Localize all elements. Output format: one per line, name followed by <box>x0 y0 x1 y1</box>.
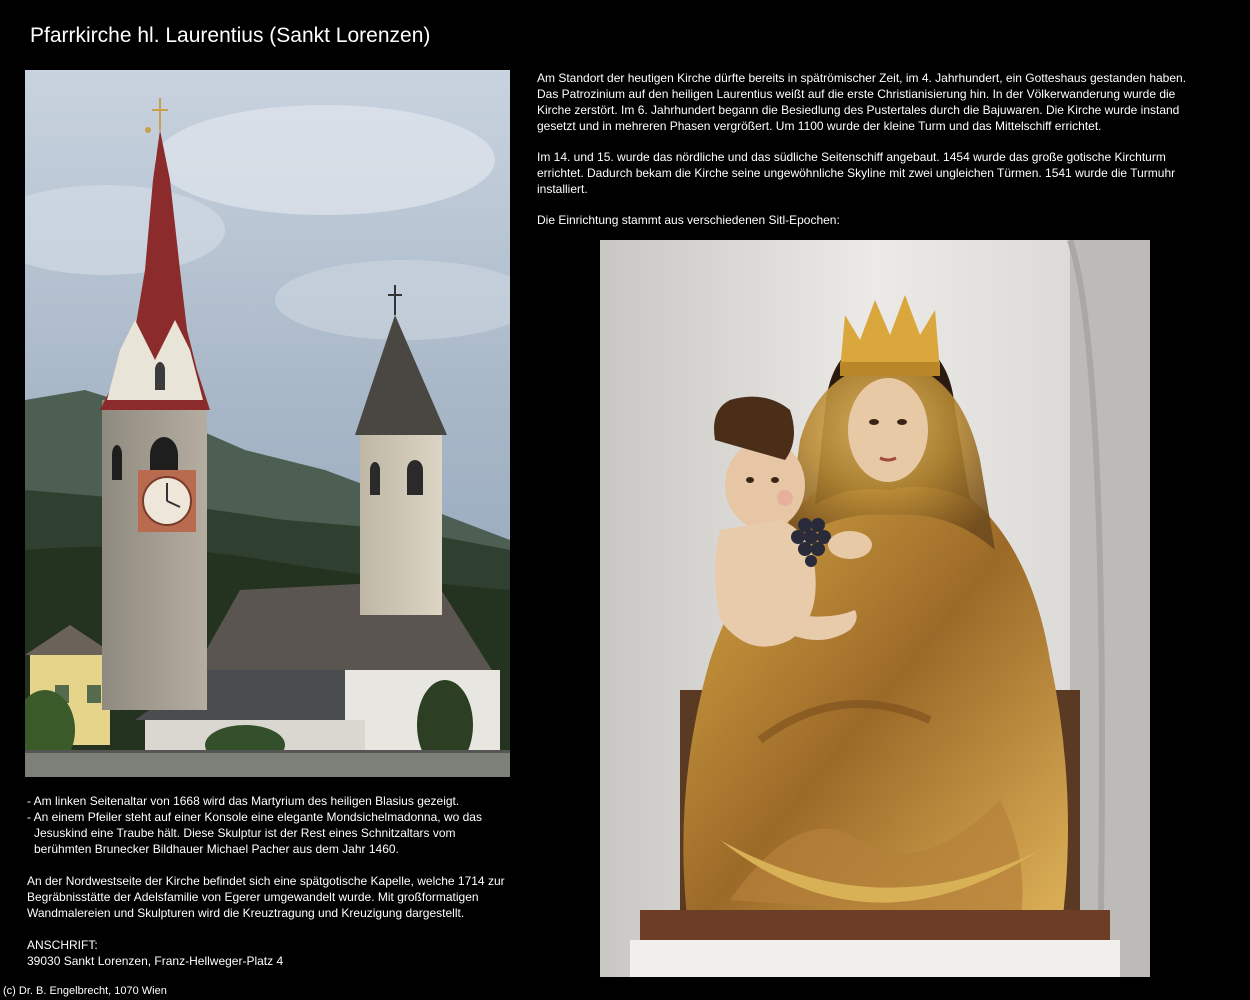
address-block <box>27 937 512 969</box>
intro-paragraph-1: Am Standort der heutigen Kirche dürfte bereits in spätrömischer Zeit, im 4. Jahrhundert, ein Gotteshaus gestanden haben. Das Patrozinium auf den heiligen Laurentius weißt auf die erste Christianisierung hin. In der Völkerwanderung wurde die Kirche zerstört. Im 6. Jahrhundert begann die Besiedlung des Pustertales durch die Bajuwaren. Die Kirche wurde instand gesetzt und in mehreren Phasen vergrößert. Um 1100 wurde der kleine Turm und das Mittelschiff errichtet. <box>537 71 1187 133</box>
details-text <box>27 793 512 969</box>
chapel-paragraph: An der Nordwestseite der Kirche befindet sich eine spätgotische Kapelle, welche 1714 zur Begräbnisstätte der Adelsfamilie von Egerer umgewandelt wurde. Mit großformatigen Wandmalereien und Skulpturen wird die Kreuztragung und Kreuzigung dargestellt. <box>27 874 505 920</box>
copyright-footer: (c) Dr. B. Engelbrecht, 1070 Wien <box>3 985 167 997</box>
madonna-photo <box>600 240 1150 977</box>
church-photo <box>25 70 510 777</box>
address-label: ANSCHRIFT: <box>27 938 98 952</box>
details-bullet-list <box>27 793 512 857</box>
details-bullet-2: - An einem Pfeiler steht auf einer Konsole eine elegante Mondsichelmadonna, wo das Jesuskind eine Traube hält. Diese Skulptur ist der Rest eines Schnitzaltars vom berühmten Brunecker Bildhauer Michael Pacher aus dem Jahr 1460. <box>27 810 482 856</box>
page-title: Pfarrkirche hl. Laurentius (Sankt Lorenzen) <box>30 24 431 47</box>
intro-paragraph-3: Die Einrichtung stammt aus verschiedenen Sitl-Epochen: <box>537 213 840 227</box>
intro-paragraph-2: Im 14. und 15. wurde das nördliche und das südliche Seitenschiff angebaut. 1454 wurde das große gotische Kirchturm errichtet. Dadurch bekam die Kirche seine ungewöhnliche Skyline mit zwei ungleichen Türmen. 1541 wurde die Turmuhr installiert. <box>537 150 1176 196</box>
details-bullet-1: - Am linken Seitenaltar von 1668 wird das Martyrium des heiligen Blasius gezeigt. <box>27 794 460 808</box>
address-value: 39030 Sankt Lorenzen, Franz-Hellweger-Platz 4 <box>27 954 284 968</box>
intro-text <box>537 70 1197 243</box>
